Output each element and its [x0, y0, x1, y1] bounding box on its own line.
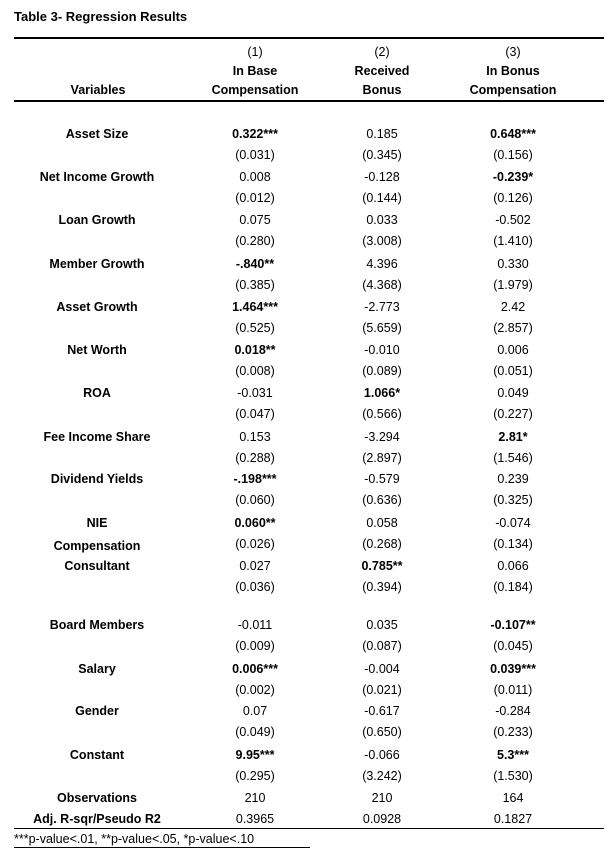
observations-value: 210: [244, 791, 266, 805]
std-error-cell: (1.410): [493, 234, 533, 248]
header-col2-line2: Bonus: [362, 83, 402, 97]
std-error-cell: (0.636): [362, 493, 402, 507]
std-error-cell: (0.525): [235, 321, 275, 335]
header-col1-num: (1): [247, 45, 263, 59]
variable-label: Compensation: [53, 539, 141, 553]
variable-label: NIE: [86, 516, 108, 530]
variable-label: Gender: [75, 704, 119, 718]
coefficient-cell: 0.058: [366, 516, 398, 530]
coefficient-cell: -0.617: [364, 704, 400, 718]
std-error-cell: (0.184): [493, 580, 533, 594]
coefficient-cell: 0.153: [239, 430, 271, 444]
footnote: ***p-value<.01, **p-value<.05, *p-value<.10: [14, 832, 255, 846]
coefficient-cell: 0.239: [497, 472, 529, 486]
top-rule: [14, 37, 604, 39]
observations-value: 164: [502, 791, 524, 805]
coefficient-cell: 0.035: [366, 618, 398, 632]
observations-label: Observations: [57, 791, 137, 805]
header-col3-num: (3): [505, 45, 521, 59]
coefficient-cell: 4.396: [366, 257, 398, 271]
variable-label: Net Worth: [67, 343, 127, 357]
coefficient-cell: 2.81*: [498, 430, 528, 444]
std-error-cell: (0.134): [493, 537, 533, 551]
r2-value: 0.3965: [235, 812, 275, 826]
std-error-cell: (1.979): [493, 278, 533, 292]
coefficient-cell: 0.330: [497, 257, 529, 271]
std-error-cell: (0.233): [493, 725, 533, 739]
coefficient-cell: 0.018**: [234, 343, 276, 357]
coefficient-cell: 0.322***: [232, 127, 278, 141]
coefficient-cell: -0.004: [364, 662, 400, 676]
variable-label: Member Growth: [49, 257, 145, 271]
table-title: Table 3- Regression Results: [14, 9, 188, 24]
coefficient-cell: -0.011: [237, 618, 273, 632]
std-error-cell: (0.126): [493, 191, 533, 205]
footnote-underline: [14, 847, 310, 848]
std-error-cell: (0.060): [235, 493, 275, 507]
coefficient-cell: -0.074: [495, 516, 531, 530]
coefficient-cell: 0.027: [239, 559, 271, 573]
variable-label: Board Members: [49, 618, 145, 632]
std-error-cell: (2.897): [362, 451, 402, 465]
std-error-cell: (0.566): [362, 407, 402, 421]
std-error-cell: (0.227): [493, 407, 533, 421]
std-error-cell: (0.036): [235, 580, 275, 594]
coefficient-cell: 0.049: [497, 386, 529, 400]
std-error-cell: (0.021): [362, 683, 402, 697]
header-rule: [14, 100, 604, 102]
coefficient-cell: 0.07: [242, 704, 268, 718]
header-variables: Variables: [70, 83, 126, 97]
std-error-cell: (0.026): [235, 537, 275, 551]
std-error-cell: (0.089): [362, 364, 402, 378]
coefficient-cell: -0.128: [364, 170, 400, 184]
header-col1-line1: In Base: [232, 64, 278, 78]
variable-label: Fee Income Share: [43, 430, 151, 444]
std-error-cell: (0.268): [362, 537, 402, 551]
coefficient-cell: 0.785**: [361, 559, 403, 573]
std-error-cell: (0.008): [235, 364, 275, 378]
coefficient-cell: -0.107**: [490, 618, 536, 632]
std-error-cell: (0.288): [235, 451, 275, 465]
std-error-cell: (0.051): [493, 364, 533, 378]
coefficient-cell: 0.033: [366, 213, 398, 227]
header-col2-line1: Received: [354, 64, 410, 78]
std-error-cell: (0.031): [235, 148, 275, 162]
std-error-cell: (0.087): [362, 639, 402, 653]
coefficient-cell: 0.066: [497, 559, 529, 573]
r2-value: 0.0928: [362, 812, 402, 826]
coefficient-cell: 0.075: [239, 213, 271, 227]
coefficient-cell: 0.060**: [234, 516, 276, 530]
std-error-cell: (1.530): [493, 769, 533, 783]
r2-label: Adj. R-sqr/Pseudo R2: [33, 812, 161, 826]
header-col3-line2: Compensation: [469, 83, 557, 97]
std-error-cell: (3.008): [362, 234, 402, 248]
std-error-cell: (2.857): [493, 321, 533, 335]
coefficient-cell: 0.039***: [490, 662, 536, 676]
coefficient-cell: -0.010: [364, 343, 400, 357]
std-error-cell: (0.047): [235, 407, 275, 421]
variable-label: ROA: [83, 386, 111, 400]
std-error-cell: (0.345): [362, 148, 402, 162]
std-error-cell: (0.385): [235, 278, 275, 292]
std-error-cell: (0.144): [362, 191, 402, 205]
variable-label: Constant: [69, 748, 125, 762]
std-error-cell: (0.049): [235, 725, 275, 739]
header-col2-num: (2): [374, 45, 390, 59]
variable-label: Loan Growth: [58, 213, 136, 227]
coefficient-cell: 0.648***: [490, 127, 536, 141]
coefficient-cell: -0.502: [495, 213, 531, 227]
std-error-cell: (0.650): [362, 725, 402, 739]
coefficient-cell: -0.284: [495, 704, 531, 718]
coefficient-cell: 0.008: [239, 170, 271, 184]
std-error-cell: (3.242): [362, 769, 402, 783]
coefficient-cell: 0.185: [366, 127, 398, 141]
header-col1-line2: Compensation: [211, 83, 299, 97]
std-error-cell: (0.156): [493, 148, 533, 162]
r2-value: 0.1827: [493, 812, 533, 826]
coefficient-cell: -0.579: [364, 472, 400, 486]
coefficient-cell: -2.773: [364, 300, 400, 314]
std-error-cell: (0.325): [493, 493, 533, 507]
coefficient-cell: -.198***: [233, 472, 277, 486]
std-error-cell: (0.012): [235, 191, 275, 205]
coefficient-cell: 5.3***: [497, 748, 529, 762]
std-error-cell: (5.659): [362, 321, 402, 335]
coefficient-cell: 9.95***: [235, 748, 275, 762]
variable-label: Dividend Yields: [50, 472, 144, 486]
variable-label: Asset Size: [65, 127, 129, 141]
std-error-cell: (0.295): [235, 769, 275, 783]
std-error-cell: (0.045): [493, 639, 533, 653]
coefficient-cell: -3.294: [364, 430, 400, 444]
std-error-cell: (0.002): [235, 683, 275, 697]
coefficient-cell: 1.066*: [363, 386, 401, 400]
std-error-cell: (0.009): [235, 639, 275, 653]
std-error-cell: (0.011): [493, 683, 533, 697]
coefficient-cell: 1.464***: [232, 300, 278, 314]
coefficient-cell: 0.006: [497, 343, 529, 357]
coefficient-cell: -0.239*: [492, 170, 534, 184]
std-error-cell: (0.280): [235, 234, 275, 248]
variable-label: Asset Growth: [56, 300, 138, 314]
std-error-cell: (1.546): [493, 451, 533, 465]
coefficient-cell: 0.006***: [232, 662, 278, 676]
std-error-cell: (0.394): [362, 580, 402, 594]
coefficient-cell: -0.066: [364, 748, 400, 762]
variable-label: Salary: [78, 662, 116, 676]
variable-label: Consultant: [64, 559, 130, 573]
coefficient-cell: -0.031: [237, 386, 273, 400]
coefficient-cell: -.840**: [235, 257, 275, 271]
variable-label: Net Income Growth: [39, 170, 155, 184]
header-col3-line1: In Bonus: [486, 64, 540, 78]
coefficient-cell: 2.42: [500, 300, 526, 314]
observations-value: 210: [371, 791, 393, 805]
std-error-cell: (4.368): [362, 278, 402, 292]
